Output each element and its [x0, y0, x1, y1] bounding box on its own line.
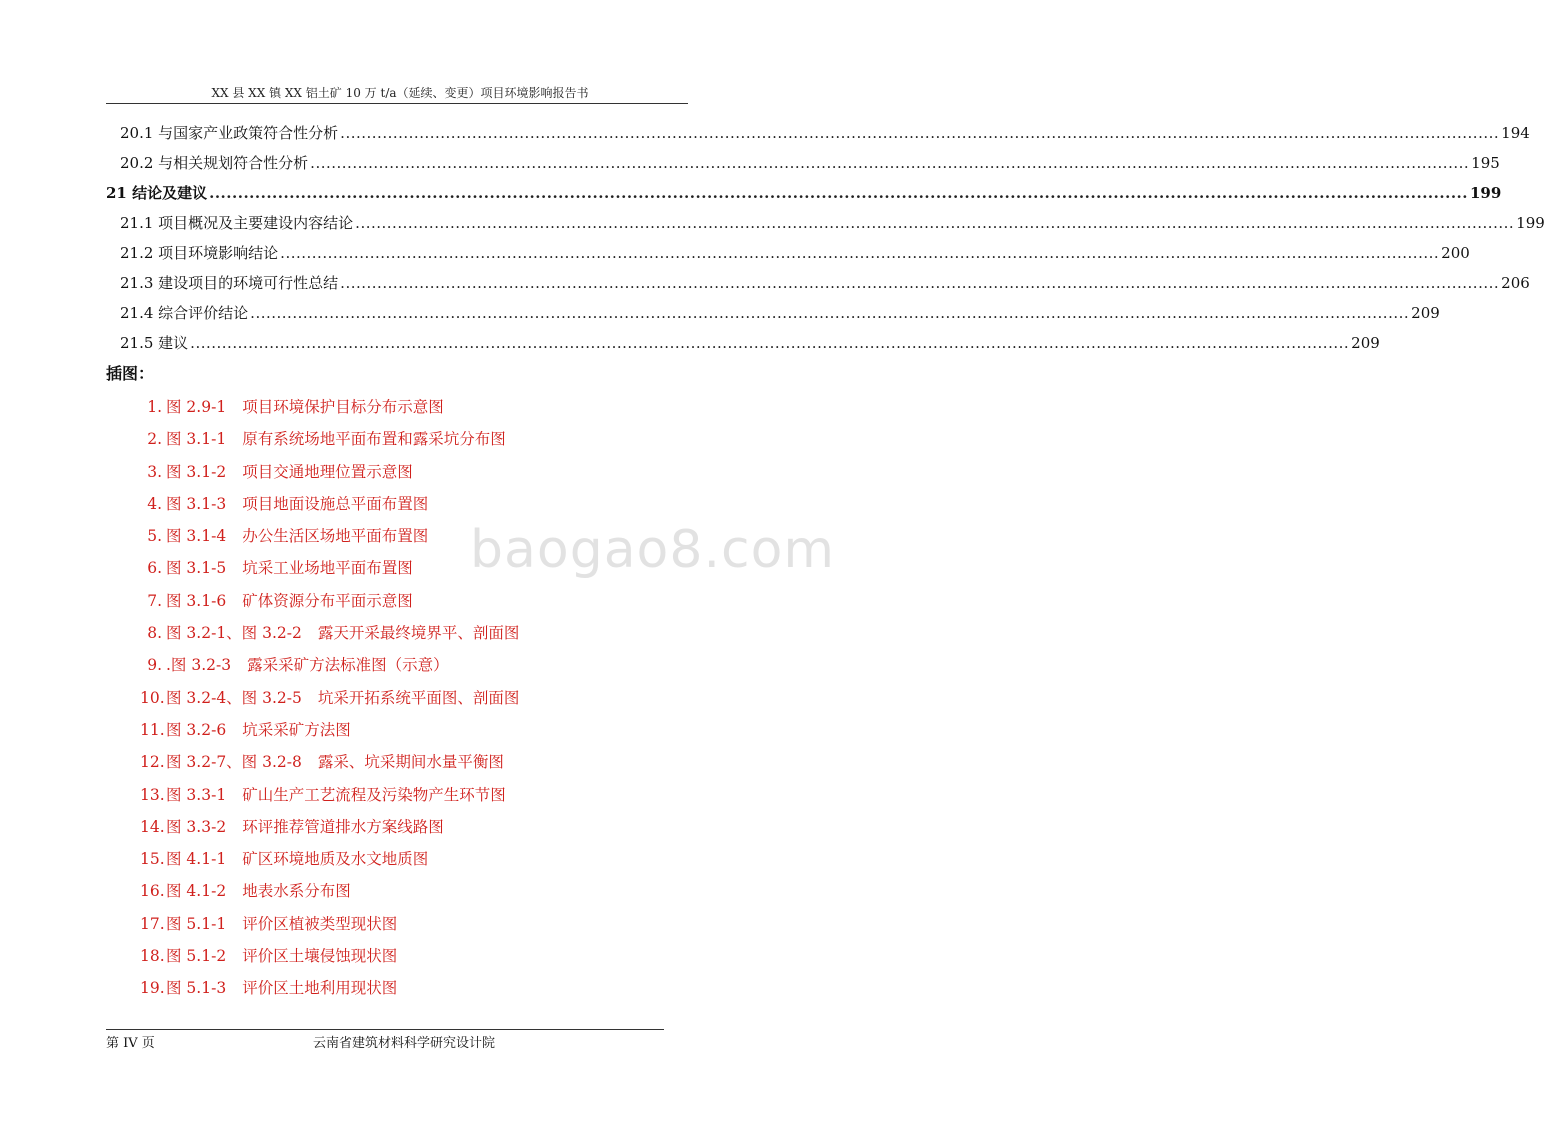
- figure-reference: 图 3.2-1、图 3.2-2: [166, 624, 302, 643]
- toc-entry-page: 195: [1471, 154, 1500, 172]
- toc-entry-title: 21.2 项目环境影响结论: [120, 244, 279, 262]
- figure-list-item[interactable]: [140, 811, 660, 843]
- figure-number: 9.: [147, 656, 162, 675]
- figure-list-item[interactable]: [140, 585, 660, 617]
- figure-reference: 图 5.1-3: [166, 979, 227, 998]
- toc-entry-page: 199: [1516, 214, 1545, 232]
- toc-entry[interactable]: [106, 208, 1545, 238]
- toc-entry[interactable]: [106, 298, 1440, 328]
- toc-entry-title: 20.2 与相关规划符合性分析: [120, 154, 309, 172]
- figure-number: 11.: [140, 720, 165, 739]
- toc-entry-title: 21 结论及建议: [106, 184, 208, 202]
- figure-reference: 图 3.1-1: [166, 430, 227, 449]
- figure-reference: .图 3.2-3: [166, 656, 232, 675]
- figure-title: 露采采矿方法标准图（示意）: [247, 656, 449, 675]
- figure-list-item[interactable]: [140, 714, 660, 746]
- toc-entry[interactable]: [106, 118, 1530, 148]
- figure-number: 5.: [147, 527, 162, 546]
- figure-title: 项目地面设施总平面布置图: [242, 494, 429, 513]
- figure-number: 6.: [147, 559, 162, 578]
- figure-number: 14.: [140, 817, 165, 836]
- figure-number: 2.: [147, 430, 162, 449]
- figure-title: 评价区土地利用现状图: [242, 979, 398, 998]
- figure-reference: 图 3.3-2: [166, 817, 227, 836]
- toc-entry-page: 194: [1501, 124, 1530, 142]
- figure-number: 15.: [140, 850, 165, 869]
- figure-title: 露采、坑采期间水量平衡图: [317, 753, 504, 772]
- toc-entry-page: 209: [1411, 304, 1440, 322]
- toc-entry-page: 209: [1351, 334, 1380, 352]
- figure-number: 19.: [140, 979, 165, 998]
- figure-number: 13.: [140, 785, 165, 804]
- figure-list-item[interactable]: [140, 456, 660, 488]
- figure-reference: 图 3.1-4: [166, 527, 227, 546]
- figure-title: 原有系统场地平面布置和露采坑分布图: [242, 430, 506, 449]
- toc-leader-dots: ............................................................................................................................................................................................................................: [190, 334, 1350, 352]
- toc-entry-page: 206: [1501, 274, 1530, 292]
- toc-entry-page: 200: [1441, 244, 1470, 262]
- toc-entry-title: 21.1 项目概况及主要建设内容结论: [120, 214, 354, 232]
- toc-leader-dots: ............................................................................................................................................................................................................................: [340, 274, 1500, 292]
- toc-leader-dots: ............................................................................................................................................................................................................................: [355, 214, 1515, 232]
- figure-list-item[interactable]: [140, 682, 660, 714]
- toc-entry-title: 21.4 综合评价结论: [120, 304, 249, 322]
- figure-list-item[interactable]: [140, 972, 660, 1004]
- figure-reference: 图 3.3-1: [166, 785, 227, 804]
- figure-title: 项目环境保护目标分布示意图: [242, 398, 444, 416]
- figure-title: 露天开采最终境界平、剖面图: [317, 624, 520, 643]
- header-divider: [106, 103, 688, 104]
- figure-reference: 图 5.1-1: [166, 914, 227, 933]
- figure-list-item[interactable]: [140, 940, 660, 972]
- toc-leader-dots: ............................................................................................................................................................................................................................: [310, 154, 1470, 172]
- figure-title: 矿区环境地质及水文地质图: [242, 850, 429, 869]
- watermark: baogao8.com: [470, 520, 836, 580]
- figure-reference: 图 3.1-6: [166, 591, 227, 610]
- page-header: XX 县 XX 镇 XX 铝土矿 10 万 t/a（延续、变更）项目环境影响报告书: [211, 86, 589, 100]
- figure-number: 12.: [140, 753, 165, 772]
- footer-page-number: 第 IV 页: [106, 1036, 155, 1051]
- figure-reference: 图 3.1-3: [166, 494, 227, 513]
- toc-leader-dots: ............................................................................................................................................................................................................................: [280, 244, 1440, 262]
- toc-leader-dots: ............................................................................................................................................................................................................................: [209, 184, 1468, 202]
- figure-reference: 图 3.2-6: [166, 720, 227, 739]
- figure-number: 16.: [140, 882, 165, 901]
- figure-title: 坑采工业场地平面布置图: [242, 559, 413, 578]
- footer-divider: [106, 1029, 664, 1030]
- toc-leader-dots: ............................................................................................................................................................................................................................: [250, 304, 1410, 322]
- figure-list-item[interactable]: [140, 423, 660, 455]
- figure-list-item[interactable]: [140, 391, 660, 423]
- figure-title: 坑采开拓系统平面图、剖面图: [317, 688, 520, 707]
- figure-list-item[interactable]: [140, 649, 660, 681]
- figure-reference: 图 3.2-7、图 3.2-8: [166, 753, 302, 772]
- figure-list-item[interactable]: [140, 875, 660, 907]
- figure-number: 3.: [147, 462, 162, 481]
- toc-entry-title: 20.1 与国家产业政策符合性分析: [120, 124, 339, 142]
- toc-entry[interactable]: [106, 238, 1470, 268]
- figure-title: 矿体资源分布平面示意图: [242, 591, 413, 610]
- figure-title: 办公生活区场地平面布置图: [242, 527, 429, 546]
- figure-reference: 图 5.1-2: [166, 947, 227, 966]
- toc-entry-page: 199: [1470, 184, 1502, 202]
- figure-reference: 图 4.1-2: [166, 882, 227, 901]
- figure-title: 环评推荐管道排水方案线路图: [242, 817, 444, 836]
- figure-list-item[interactable]: [140, 843, 660, 875]
- toc-entry[interactable]: [106, 268, 1530, 298]
- figure-number: 7.: [147, 591, 162, 610]
- figure-list-item[interactable]: [140, 779, 660, 811]
- figure-number: 18.: [140, 947, 165, 966]
- figure-list: [140, 391, 660, 1005]
- toc-entry-title: 21.3 建设项目的环境可行性总结: [120, 274, 339, 292]
- figure-number: 8.: [147, 624, 162, 643]
- table-of-contents: [106, 118, 1545, 358]
- toc-leader-dots: ............................................................................................................................................................................................................................: [340, 124, 1500, 142]
- figure-list-item[interactable]: [140, 746, 660, 778]
- figure-number: 1.: [147, 398, 162, 416]
- figure-list-item[interactable]: [140, 488, 660, 520]
- figure-list-item[interactable]: [140, 908, 660, 940]
- figure-reference: 图 3.1-2: [166, 462, 227, 481]
- figure-reference: 图 2.9-1: [166, 398, 227, 416]
- figures-heading: 插图：: [106, 364, 155, 383]
- figure-title: 评价区植被类型现状图: [242, 914, 398, 933]
- figure-number: 10.: [140, 688, 165, 707]
- figure-list-item[interactable]: [140, 617, 660, 649]
- toc-entry-title: 21.5 建议: [120, 334, 189, 352]
- figure-number: 17.: [140, 914, 165, 933]
- figure-title: 坑采采矿方法图: [242, 720, 351, 739]
- toc-entry[interactable]: [106, 328, 1380, 358]
- figure-title: 评价区土壤侵蚀现状图: [242, 947, 398, 966]
- footer-institute: 云南省建筑材料科学研究设计院: [313, 1036, 496, 1051]
- figure-title: 矿山生产工艺流程及污染物产生环节图: [242, 785, 506, 804]
- figure-reference: 图 3.2-4、图 3.2-5: [166, 688, 302, 707]
- figure-title: 项目交通地理位置示意图: [242, 462, 413, 481]
- figure-number: 4.: [147, 494, 162, 513]
- figure-title: 地表水系分布图: [242, 882, 351, 901]
- toc-entry[interactable]: [106, 178, 1502, 208]
- toc-entry[interactable]: [106, 148, 1500, 178]
- figure-reference: 图 3.1-5: [166, 559, 227, 578]
- figure-reference: 图 4.1-1: [166, 850, 227, 869]
